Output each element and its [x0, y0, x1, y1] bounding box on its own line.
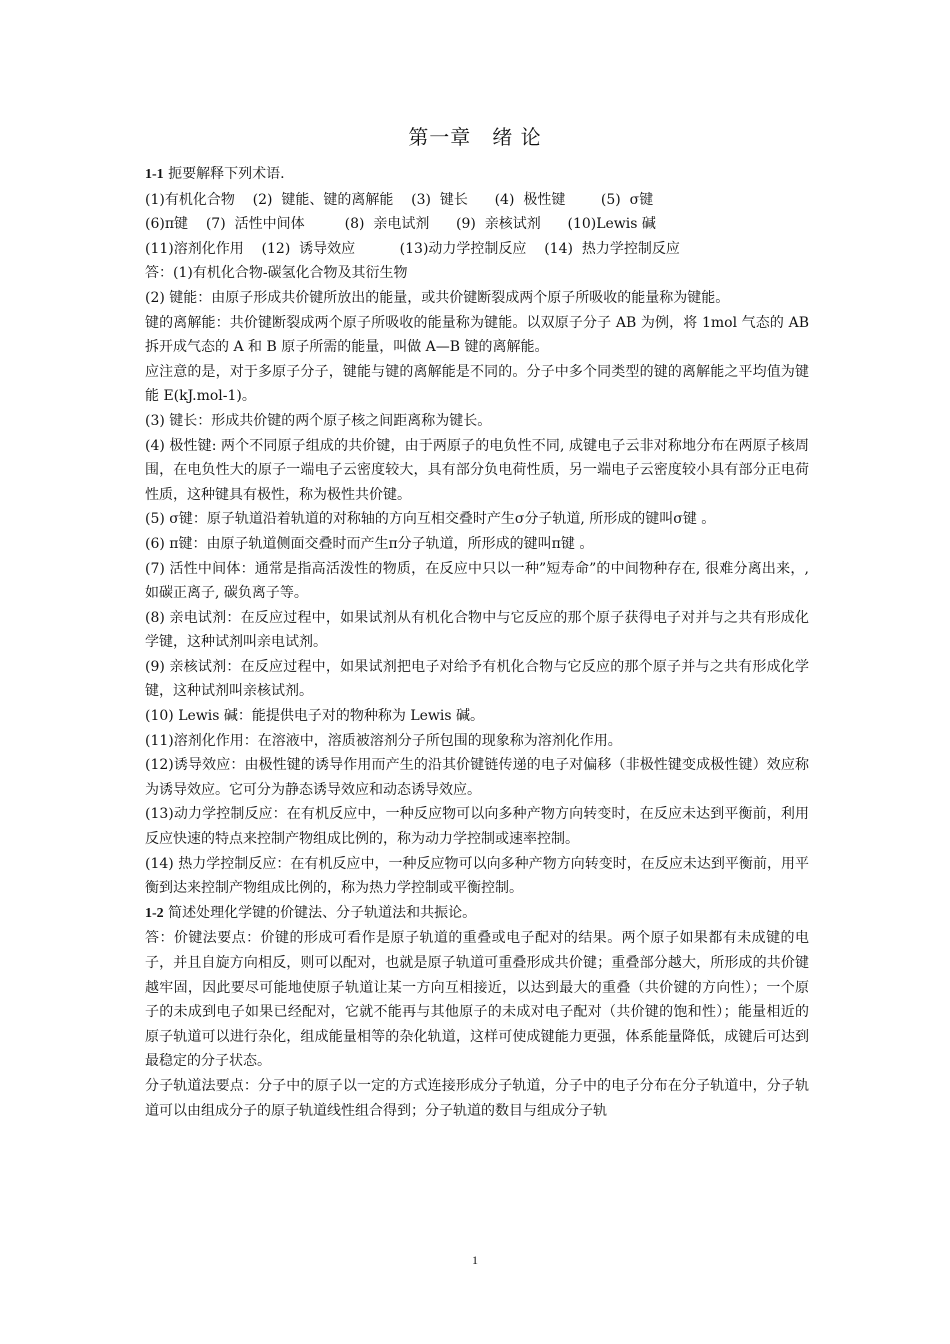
question-1-2	[145, 901, 809, 927]
answer-paragraph: (12)诱导效应：由极性键的诱导作用而产生的沿其价键链传递的电子对偏移（非极性键变成极性键）效应称为诱导效应。它可分为静态诱导效应和动态诱导效应。	[145, 757, 809, 798]
answer-paragraph: (4) 极性键: 两个不同原子组成的共价键，由于两原子的电负性不同, 成键电子云非对称地分布在两原子核周围，在电负性大的原子一端电子云密度较大，具有部分负电荷性质，另一端电子云密度较小具有部分正电荷性质，这种键具有极性，称为极性共价键。	[145, 437, 809, 503]
question-text: 简述处理化学键的价键法、分子轨道法和共振论。	[163, 904, 477, 921]
answer-paragraph: (14) 热力学控制反应：在有机反应中，一种反应物可以向多种产物方向转变时，在反应未达到平衡前，用平衡到达来控制产物组成比例的，称为热力学控制或平衡控制。	[145, 855, 809, 897]
answer-paragraph: (11)溶剂化作用：在溶液中，溶质被溶剂分子所包围的现象称为溶剂化作用。	[145, 732, 622, 749]
term-line: (11)溶剂化作用 (12) 诱导效应 (13)动力学控制反应 (14) 热力学控制反应	[145, 240, 680, 257]
question-text: 扼要解释下列术语.	[163, 166, 285, 182]
question-number: 1-2	[145, 905, 164, 921]
answer-paragraph: 答：价键法要点：价键的形成可看作是原子轨道的重叠或电子配对的结果。两个原子如果都有未成键的电子，并且自旋方向相反，则可以配对，也就是原子轨道可重叠形成共价键；重叠部分越大，所形成的共价键越牢固，因此要尽可能地使原子轨道让某一方向互相接近，以达到最大的重叠（共价键的方向性）；一个原子的未成到电子如果已经配对，它就不能再与其他原子的未成对电子配对（共价键的饱和性）；能量相近的原子轨道可以进行杂化，组成能量相等的杂化轨道，这样可使成键能力更强，体系能量降低，成键后可达到最稳定的分子状态。	[145, 930, 809, 1070]
chapter-title: 第一章 绪 论	[408, 125, 542, 149]
answer-paragraph: (5) σ键：原子轨道沿着轨道的对称轴的方向互相交叠时产生σ分子轨道, 所形成的键叫σ键 。	[145, 511, 716, 528]
question-number: 1-1	[145, 167, 164, 182]
answer-paragraph: (9) 亲核试剂：在反应过程中，如果试剂把电子对给予有机化合物与它反应的那个原子并与之共有形成化学键，这种试剂叫亲核试剂。	[145, 658, 809, 700]
answer-paragraph: 答：(1)有机化合物-碳氢化合物及其衍生物	[145, 265, 408, 282]
answer-paragraph: 应注意的是，对于多原子分子，键能与键的离解能是不同的。分子中多个同类型的键的离解能之平均值为键能 E(kJ.mol-1)。	[145, 363, 809, 405]
answer-paragraph: (2) 键能：由原子形成共价键所放出的能量，或共价键断裂成两个原子所吸收的能量称为键能。	[145, 289, 730, 306]
answer-paragraph: 键的离解能：共价键断裂成两个原子所吸收的能量称为键能。以双原子分子 AB 为例，将 1mol 气态的 AB 拆开成气态的 A 和 B 原子所需的能量，叫做 A—B 键的离解能。	[145, 314, 809, 356]
term-line: (1)有机化合物 (2) 键能、键的离解能 (3) 键长 (4) 极性键 (5) σ键	[145, 191, 654, 208]
document-body	[145, 162, 809, 1123]
page-number: 1	[472, 1253, 478, 1267]
answer-paragraph: (8) 亲电试剂：在反应过程中，如果试剂从有机化合物中与它反应的那个原子获得电子对并与之共有形成化学键，这种试剂叫亲电试剂。	[145, 609, 809, 651]
answer-paragraph: (13)动力学控制反应：在有机反应中，一种反应物可以向多种产物方向转变时，在反应未达到平衡前，利用反应快速的特点来控制产物组成比例的，称为动力学控制或速率控制。	[145, 806, 809, 848]
answer-paragraph: (3) 键长：形成共价键的两个原子核之间距离称为键长。	[145, 412, 492, 429]
answer-paragraph: (7) 活性中间体：通常是指高活泼性的物质，在反应中只以一种”短寿命”的中间物种存在, 很难分离出来，,如碳正离子, 碳负离子等。	[145, 560, 809, 602]
question-1-1	[145, 162, 809, 188]
term-line: (6)π键 (7) 活性中间体 (8) 亲电试剂 (9) 亲核试剂 (10)Lewis 碱	[145, 216, 656, 233]
answer-paragraph: (6) π键：由原子轨道侧面交叠时而产生π分子轨道，所形成的键叫π键 。	[145, 535, 594, 552]
answer-paragraph: 分子轨道法要点：分子中的原子以一定的方式连接形成分子轨道，分子中的电子分布在分子轨道中，分子轨道可以由组成分子的原子轨道线性组合得到；分子轨道的数目与组成分子轨	[145, 1077, 809, 1119]
answer-paragraph: (10) Lewis 碱：能提供电子对的物种称为 Lewis 碱。	[145, 708, 484, 725]
